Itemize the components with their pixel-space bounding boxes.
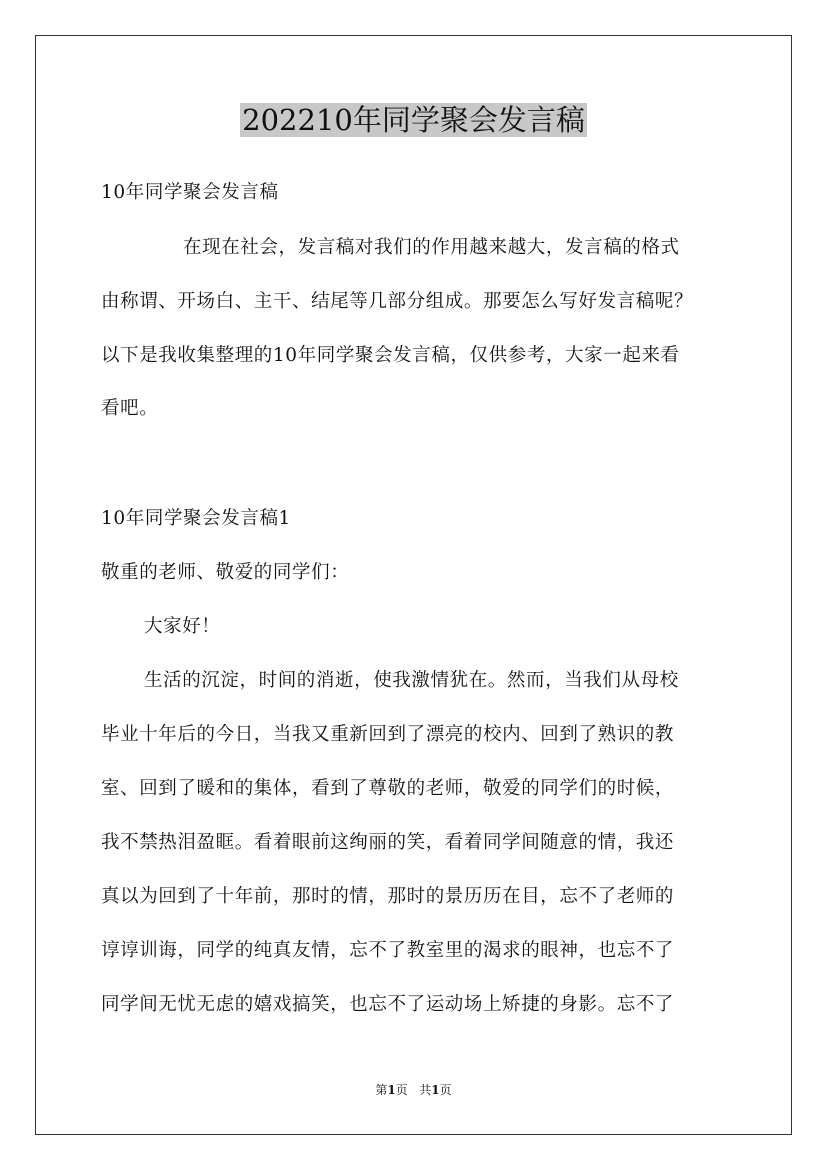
section-title: 10年同学聚会发言稿1 [101,508,291,529]
intro-line-1: 在现在社会，发言稿对我们的作用越来越大，发言稿的格式 [183,237,680,258]
page-footer [0,1082,827,1098]
page-suffix: 页 [395,1083,408,1097]
document-subtitle: 10年同学聚会发言稿 [101,182,279,203]
body-line-2: 毕业十年后的今日，当我又重新回到了漂亮的校内、回到了熟识的教 [101,724,675,745]
intro-line-2: 由称谓、开场白、主干、结尾等几部分组成。那要怎么写好发言稿呢？ [101,291,694,312]
body-line-4: 我不禁热泪盈眶。看着眼前这绚丽的笑，看着同学间随意的情，我还 [101,832,675,853]
total-number: 1 [431,1083,440,1097]
total-prefix: 共 [419,1083,432,1097]
salutation: 敬重的老师、敬爱的同学们： [101,562,350,583]
intro-line-3: 以下是我收集整理的10年同学聚会发言稿，仅供参考，大家一起来看 [101,345,680,366]
total-suffix: 页 [439,1083,452,1097]
document-title-text: 202210年同学聚会发言稿 [242,103,585,137]
body-line-5: 真以为回到了十年前，那时的情，那时的景历历在目，忘不了老师的 [101,886,675,907]
body-line-1: 生活的沉淀，时间的消逝，使我激情犹在。然而，当我们从母校 [144,670,679,691]
page-number: 1 [387,1083,396,1097]
intro-line-4: 看吧。 [101,398,159,419]
document-title [0,100,827,140]
body-line-7: 同学间无忧无虑的嬉戏搞笑，也忘不了运动场上矫捷的身影。忘不了 [101,994,675,1015]
body-line-3: 室、回到了暖和的集体，看到了尊敬的老师，敬爱的同学们的时候， [101,778,675,799]
greeting: 大家好！ [144,616,221,637]
body-line-6: 谆谆训诲，同学的纯真友情，忘不了教室里的渴求的眼神，也忘不了 [101,940,675,961]
page-prefix: 第 [375,1083,388,1097]
